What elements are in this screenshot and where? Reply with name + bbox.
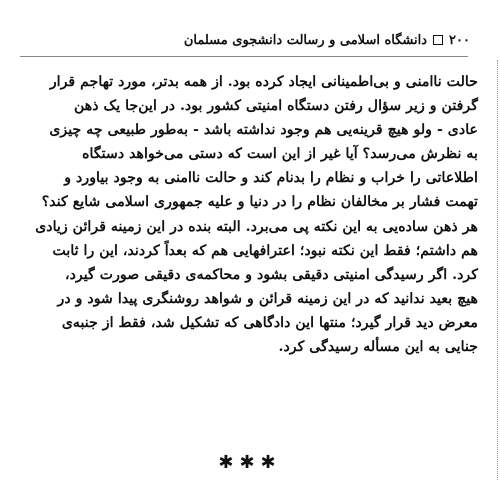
running-header bbox=[130, 28, 470, 52]
text-line: هیچ بعید ندانید که در این زمینه قرائن و شواهد روشنگری پیدا شود و در bbox=[57, 290, 478, 307]
text-line: به نظرش می‌رسد؟ آیا غیر از این است که دستی می‌خواهد دستگاه bbox=[82, 146, 478, 163]
text-line: کرد. اگر رسیدگی امنیتی دقیقی بشود و محاکمه‌ی دقیقی صورت گیرد، bbox=[65, 266, 478, 283]
text-line: تهمت فشار بر مخالفان نظام را در دنیا و علیه جمهوری اسلامی شایع کند؟ bbox=[41, 194, 478, 211]
text-line: حالت ناامنی و بی‌اطمینانی ایجاد کرده بود. از همه بدتر، مورد تهاجم قرار bbox=[49, 74, 478, 90]
text-line: عادی - ولو هیچ قرینه‌یی هم وجود نداشته باشد - به‌طور طبیعی چه چیزی bbox=[49, 122, 478, 139]
body-paragraph bbox=[26, 70, 478, 359]
page-number: ۲۰۰ bbox=[449, 32, 470, 48]
text-line: جنایی به این مسأله رسیدگی کرد. bbox=[278, 339, 478, 356]
square-ornament-icon bbox=[433, 35, 443, 45]
text-line: اطلاعاتی را خراب و نظام را بدنام کند و حالت ناامنی به وجود بیاورد و bbox=[64, 170, 478, 187]
text-line: معرض دید قرار گیرد؛ منتها این دادگاهی که تشکیل شد، فقط از جنبه‌ی bbox=[61, 314, 478, 331]
header-divider bbox=[20, 56, 468, 57]
text-line: گرفتن و زیر سؤال رفتن دستگاه امنیتی کشور بود. در این‌جا یک ذهن bbox=[74, 98, 478, 115]
end-ornament-icon: ✱✱✱ bbox=[218, 452, 282, 473]
text-line: هر ذهن ساده‌یی به این نکته پی می‌برد. البته بنده در این زمینه قرائن زیادی bbox=[35, 218, 478, 235]
text-line: هم داشتم؛ فقط این نکته نبود؛ اعترافهایی هم که بعداً کردند، این را ثابت bbox=[52, 242, 478, 259]
running-title: دانشگاه اسلامی و رسالت دانشجوی مسلمان bbox=[183, 32, 428, 48]
page-edge-margin bbox=[487, 60, 498, 480]
